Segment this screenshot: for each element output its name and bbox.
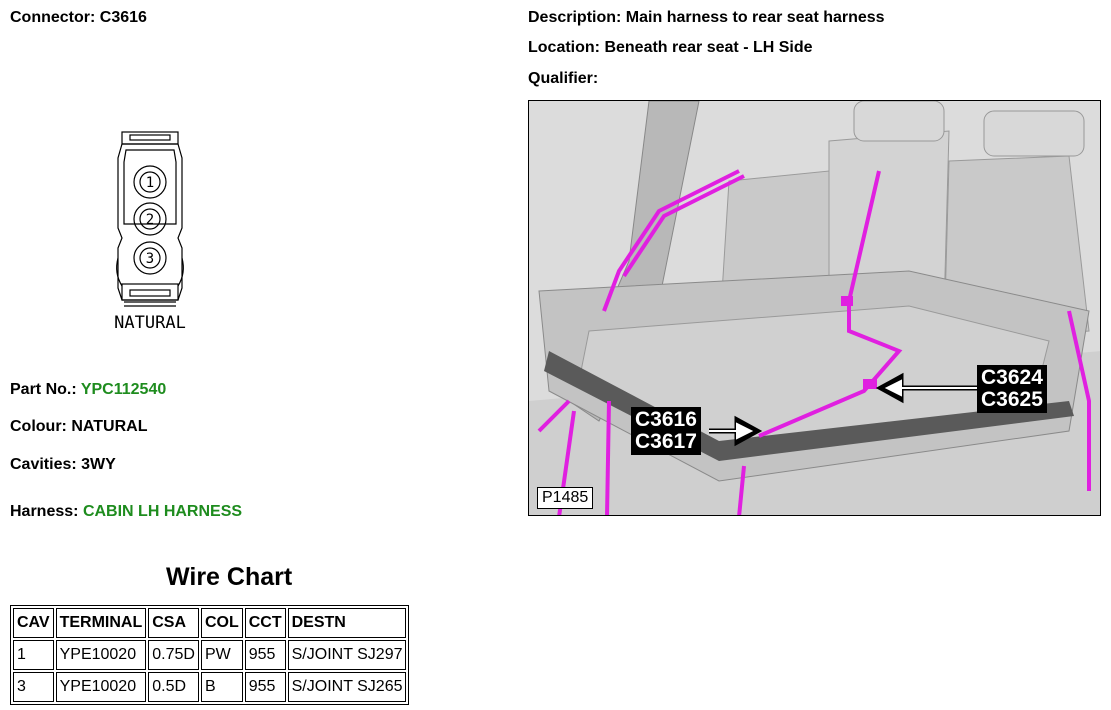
header-destn: DESTN xyxy=(288,608,407,638)
description-label: Description: xyxy=(528,9,622,26)
connector-label: Connector: xyxy=(10,9,96,26)
wire-chart-title: Wire Chart xyxy=(166,563,293,591)
connector-line xyxy=(10,9,147,27)
colour-label: Colour: xyxy=(10,418,67,435)
cell-cct: 955 xyxy=(245,672,286,702)
connector-value: C3616 xyxy=(99,9,147,26)
wire-chart-table xyxy=(10,605,409,705)
callout-c3617: C3617 xyxy=(635,430,697,453)
wire-chart-header-row xyxy=(13,608,406,638)
header-cav: CAV xyxy=(13,608,54,638)
callout-c3625: C3625 xyxy=(981,388,1043,411)
cavities-value: 3WY xyxy=(81,456,116,473)
connector-c3616-marker xyxy=(863,379,877,389)
rear-seat-illustration xyxy=(529,101,1101,516)
cavity-number-3: 3 xyxy=(145,251,155,267)
table-row xyxy=(13,640,406,670)
qualifier-line xyxy=(528,70,598,88)
cell-cav: 3 xyxy=(13,672,54,702)
connector-colour-caption: NATURAL xyxy=(114,313,186,333)
location-value: Beneath rear seat - LH Side xyxy=(604,39,813,56)
colour-line xyxy=(10,418,147,436)
cell-terminal: YPE10020 xyxy=(56,640,147,670)
harness-line xyxy=(10,503,242,521)
cell-cav: 1 xyxy=(13,640,54,670)
callout-c3616-c3617[interactable] xyxy=(631,407,701,455)
connector-location-illustration xyxy=(528,100,1101,516)
callout-c3616: C3616 xyxy=(635,408,697,431)
harness-value[interactable]: CABIN LH HARNESS xyxy=(82,503,243,520)
colour-value: NATURAL xyxy=(71,418,148,435)
part-no-line xyxy=(10,381,166,399)
cell-destn: S/JOINT SJ297 xyxy=(288,640,407,670)
description-line xyxy=(528,9,885,27)
cavities-line xyxy=(10,456,116,474)
cell-destn: S/JOINT SJ265 xyxy=(288,672,407,702)
callout-c3624-c3625[interactable] xyxy=(977,365,1047,413)
connector-c3624-marker xyxy=(841,296,853,306)
callout-c3624: C3624 xyxy=(981,366,1043,389)
header-csa: CSA xyxy=(148,608,199,638)
table-row xyxy=(13,672,406,702)
cavities-label: Cavities: xyxy=(10,456,77,473)
cell-csa: 0.75D xyxy=(148,640,199,670)
qualifier-label: Qualifier: xyxy=(528,70,599,87)
description-value: Main harness to rear seat harness xyxy=(625,9,885,26)
location-line xyxy=(528,39,813,57)
cell-cct: 955 xyxy=(245,640,286,670)
cell-col: B xyxy=(201,672,243,702)
cell-terminal: YPE10020 xyxy=(56,672,147,702)
header-terminal: TERMINAL xyxy=(56,608,147,638)
connector-face-diagram xyxy=(100,128,200,338)
part-no-label: Part No.: xyxy=(10,381,77,398)
harness-wire xyxy=(607,401,609,516)
cell-col: PW xyxy=(201,640,243,670)
header-col: COL xyxy=(201,608,243,638)
cavity-number-1: 1 xyxy=(145,175,155,191)
photo-id-label: P1485 xyxy=(537,487,593,509)
cell-csa: 0.5D xyxy=(148,672,199,702)
header-cct: CCT xyxy=(245,608,286,638)
cavity-number-2: 2 xyxy=(145,212,155,228)
part-no-value[interactable]: YPC112540 xyxy=(80,381,167,398)
location-label: Location: xyxy=(528,39,600,56)
harness-label: Harness: xyxy=(10,503,79,520)
